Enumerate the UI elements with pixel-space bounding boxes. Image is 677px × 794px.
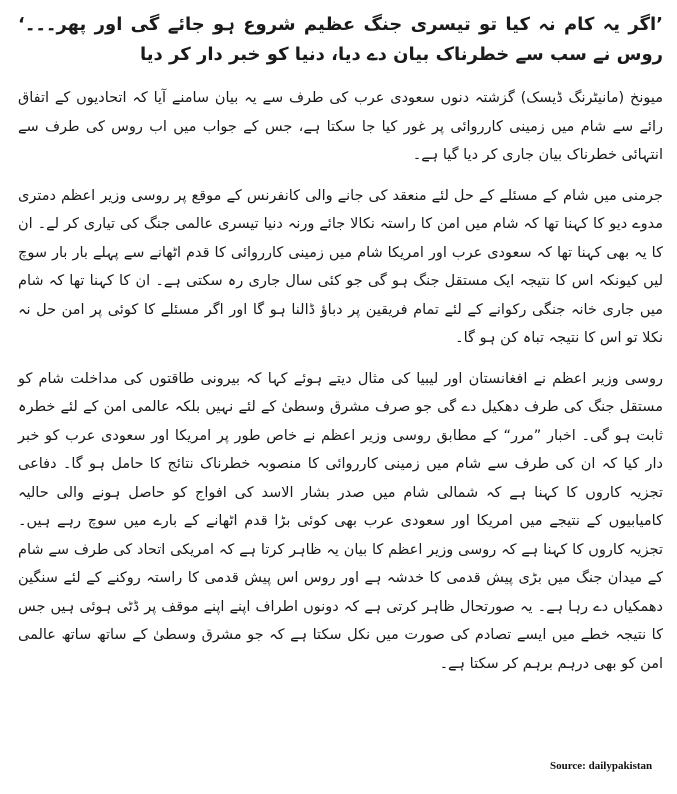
article-paragraph-3: روسی وزیر اعظم نے افغانستان اور لیبیا کی مثال دیتے ہوئے کہا کہ بیرونی طاقتوں کی مداخلت شام کو مستقل جنگ کی طرف دھکیل دے گی جو صرف مشرق وسطیٰ کے لئے نہیں بلکہ عالمی امن کے لئے خطرہ ثابت ہو گی۔ اخبار ”مرر“ کے مطابق روسی وزیر اعظم نے خاص طور پر امریکا اور سعودی عرب کو خبر دار کیا کہ ان کی طرف سے شام میں زمینی کارروائی کا منصوبہ خطرناک نتائج کا حامل ہو گا۔ دفاعی تجزیہ کاروں کا کہنا ہے کہ شمالی شام میں صدر بشار الاسد کی افواج کو حاصل ہونے والی حالیہ کامیابیوں کے نتیجے میں امریکا اور سعودی عرب بھی کوئی بڑا قدم اٹھانے کے بارے میں سوچ رہے ہیں۔ تجزیہ کاروں کا کہنا ہے کہ روسی وزیر اعظم کا بیان یہ ظاہر کرتا ہے کہ امریکی اتحاد کی طرف سے شام کے میدان جنگ میں بڑی پیش قدمی کا خدشہ ہے اور روس اس پیش قدمی کا راستہ روکنے کے لئے سنگین دھمکیاں دے رہا ہے۔ یہ صورتحال ظاہر کرتی ہے کہ دونوں اطراف اپنے اپنے موقف پر ڈٹی ہوئی ہیں جس کا نتیجہ خطے میں ایسے تصادم کی صورت میں نکل سکتا ہے کہ جو مشرق وسطیٰ کے ساتھ ساتھ عالمی امن کو بھی درہم برہم کر سکتا ہے۔ — [18, 370, 663, 672]
article-headline: ’اگر یہ کام نہ کیا تو تیسری جنگ عظیم شروع ہو جائے گی اور پھر۔۔۔‘ روس نے سب سے خطرناک بیان دے دیا، دنیا کو خبر دار کر دیا — [18, 14, 663, 65]
source-credit: Source: dailypakistan — [550, 760, 653, 772]
article-paragraph-1: میونخ (مانیٹرنگ ڈیسک) گزشتہ دنوں سعودی عرب کی طرف سے یہ بیان سامنے آیا کہ اتحادیوں کے اتفاق رائے سے شام میں زمینی کارروائی پر غور کیا جا سکتا ہے، جس کے جواب میں اب روس کی طرف سے انتہائی خطرناک بیان جاری کر دیا گیا ہے۔ — [18, 90, 663, 163]
article — [18, 10, 663, 690]
article-paragraph-2: جرمنی میں شام کے مسئلے کے حل لئے منعقد کی جانے والی کانفرنس کے موقع پر روسی وزیر اعظم دمتری مدوے دیو کا کہنا تھا کہ شام میں امن کا راستہ نکالا جائے ورنہ دنیا تیسری عالمی جنگ کی تیاری کر لے۔ ان کا یہ بھی کہنا تھا کہ سعودی عرب اور امریکا شام میں زمینی کارروائی کا قدم اٹھانے سے پہلے بار بار سوچ لیں کیونکہ اس کا نتیجہ ایک مستقل جنگ ہو گی جو کئی سال جاری رہ سکتی ہے۔ ان کا کہنا تھا کہ شام میں جاری خانہ جنگی رکوانے کے لئے تمام فریقین پر دباﺅ ڈالنا ہو گا اور اگر مسئلے کا کوئی پر امن حل نہ نکلا تو اس کا نتیجہ تباہ کن ہو گا۔ — [18, 187, 663, 346]
